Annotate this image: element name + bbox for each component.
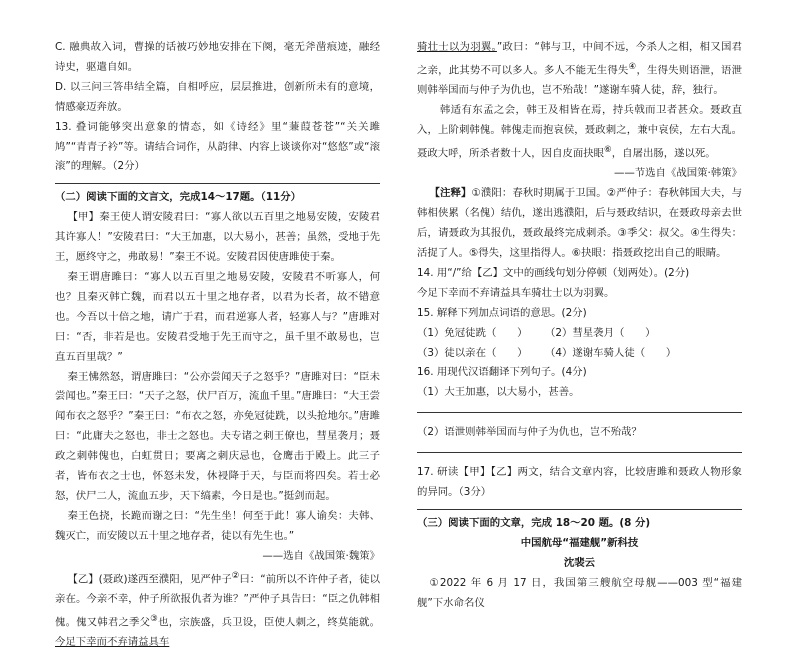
underlined-sentence-part1: 今足下幸而不弃请益具车	[55, 636, 170, 649]
option-c: C. 融典故入词，曹操的话被巧妙地安排在下阕，毫无斧凿痕迹，融经诗史，驱遣自如。	[55, 41, 380, 73]
yi-paragraph-1: 【乙】(聂政)遂西至濮阳，见严仲子②曰：“前所以不许仲子者，徒以亲在。今亲不幸，仲子所欲报仇者为谁？”严仲子具告曰：“臣之仇韩相傀。傀又韩君之季父③也，宗族盛，兵卫设，臣使人刺之，终莫能就。今足下幸而不弃请益具车	[55, 570, 381, 649]
jia-paragraph-2: 秦王谓唐雎曰：“寡人以五百里之地易安陵，安陵君不听寡人，何也？且秦灭韩亡魏，而君以五十里之地存者，以君为长者，故不错意也。今吾以十倍之地，请广于君，而君逆寡人者，轻寡人与？”唐雎对曰：“否，非若是也。安陵君受地于先王而守之，虽千里不敢易也，岂直五百里哉？”	[55, 270, 380, 363]
divider	[417, 509, 742, 510]
underlined-sentence-part2: 骑壮士以为羽翼。	[417, 41, 497, 53]
q15-item-3: （3）徒以亲在（ ）	[417, 346, 528, 359]
jia-source: ——选自《战国策·魏策》	[262, 549, 380, 562]
article-title: 中国航母“福建舰”新科技	[520, 536, 639, 549]
article-paragraph-1: ①2022 年 6 月 17 日，我国第三艘航空母舰——003 型“福建舰”下水命名仪	[417, 576, 742, 609]
jia-paragraph-1: 【甲】秦王使人谓安陵君曰：“寡人欲以五百里之地易安陵，安陵君其许寡人！”安陵君曰：“大王加惠，以大易小，甚善；虽然，受地于先王，愿终守之，弗敢易！”秦王不说。安陵君因使唐雎使于秦。	[55, 211, 380, 264]
right-column	[417, 38, 742, 614]
question-14-sentence: 今足下幸而不弃请益具车骑壮士以为羽翼。	[417, 286, 615, 299]
q15-item-1: （1）免冠徒跣（ ）	[417, 326, 528, 339]
yi-paragraph-2: 韩适有东孟之会，韩王及相皆在焉，持兵戟而卫者甚众。聂政直入，上阶刺韩傀。韩傀走而抱哀侯，聂政刺之，兼中哀侯，左右大乱。聂政大呼，所杀者数十人，因自皮面抉眼⑥，自屠出肠，遂以死。	[417, 104, 742, 160]
jia-paragraph-4: 秦王色挠，长跪而谢之曰：“先生坐！何至于此！寡人谕矣：夫韩、魏灭亡，而安陵以五十里之地存者，徒以有先生也。”	[55, 509, 380, 542]
yi-paragraph-1-cont: 骑壮士以为羽翼。”政曰：“韩与卫，中间不远，今杀人之相，相又国君之亲，此其势不可以多人。多人不能无生得失④，生得失则语泄，语泄则韩举国而与仲子为仇也，岂不殆哉！”遂谢车骑人徒，辞，独行。	[417, 41, 743, 97]
question-16: 16. 用现代汉语翻译下列句子。(4分)	[417, 366, 587, 379]
option-d: D. 以三问三答串结全篇，自相呼应，层层推进，创新所未有的意境，情感豪迈奔放。	[55, 80, 380, 113]
answer-line	[417, 412, 742, 413]
question-16-1: （1）大王加惠，以大易小，甚善。	[417, 386, 580, 399]
jia-paragraph-3: 秦王怫然怒，谓唐雎曰：“公亦尝闻天子之怒乎？”唐雎对曰：“臣未尝闻也。”秦王曰：“天子之怒，伏尸百万，流血千里。”唐雎曰：“大王尝闻布衣之怒乎？”秦王曰：“布衣之怒，亦免冠徒跣，以头抢地尔。”唐雎曰：“此庸夫之怒也，非士之怒也。夫专诸之刺王僚也，彗星袭月；聂政之刺韩傀也，白虹贯日；要离之刺庆忌也，仓鹰击于殿上。此三子者，皆布衣之士也，怀怒未发，休祲降于天，与臣而将四矣。若士必怒，伏尸二人，流血五步，天下缟素，今日是也。”挺剑而起。	[55, 370, 380, 502]
q15-item-4: （4）遂谢车骑人徒（ ）	[545, 346, 677, 359]
section-2-title: （二）阅读下面的文言文，完成14～17题。（11分）	[55, 191, 301, 204]
question-16-2: （2）语泄则韩举国而与仲子为仇也，岂不殆哉？	[417, 426, 642, 439]
section-3-title: （三）阅读下面的文章，完成 18～20 题。(8 分)	[417, 516, 651, 529]
question-13: 13. 叠词能够突出意象的情态，如《诗经》里“蒹葭苍苍”“关关雎鸠”“青青子衿”等。请结合词作，从韵律、内容上谈谈你对“悠悠”或“滚滚”的理解。（2分）	[55, 120, 380, 173]
notes: 【注释】①濮阳：春秋时期属于卫国。②严仲子：春秋韩国大夫，与韩相侠累（名傀）结仇，遂出逃濮阳，后与聂政结识，在聂政母亲去世后，请聂政为其报仇，聂政最终完成刺杀。③季父：叔父。④生得失：活捉了人。⑤得失，这里指得人。⑥抉眼：指聂政挖出自己的眼睛。	[417, 187, 743, 259]
question-17: 17. 研读【甲】【乙】两文，结合文章内容，比较唐雎和聂政人物形象的异同。（3分）	[417, 466, 742, 499]
question-15-row-1	[417, 324, 742, 344]
yi-source: ——节选自《战国策·韩策》	[614, 167, 742, 180]
divider	[55, 183, 380, 184]
question-14: 14. 用“/”给【乙】文中的画线句划分停顿（划两处）。(2分)	[417, 266, 690, 279]
article-author: 沈裴云	[563, 556, 596, 569]
question-15-row-2	[417, 344, 742, 364]
question-15: 15. 解释下列加点词语的意思。(2分)	[417, 306, 587, 319]
q15-item-2: （2）彗星袭月（ ）	[545, 326, 656, 339]
answer-line	[417, 452, 742, 453]
